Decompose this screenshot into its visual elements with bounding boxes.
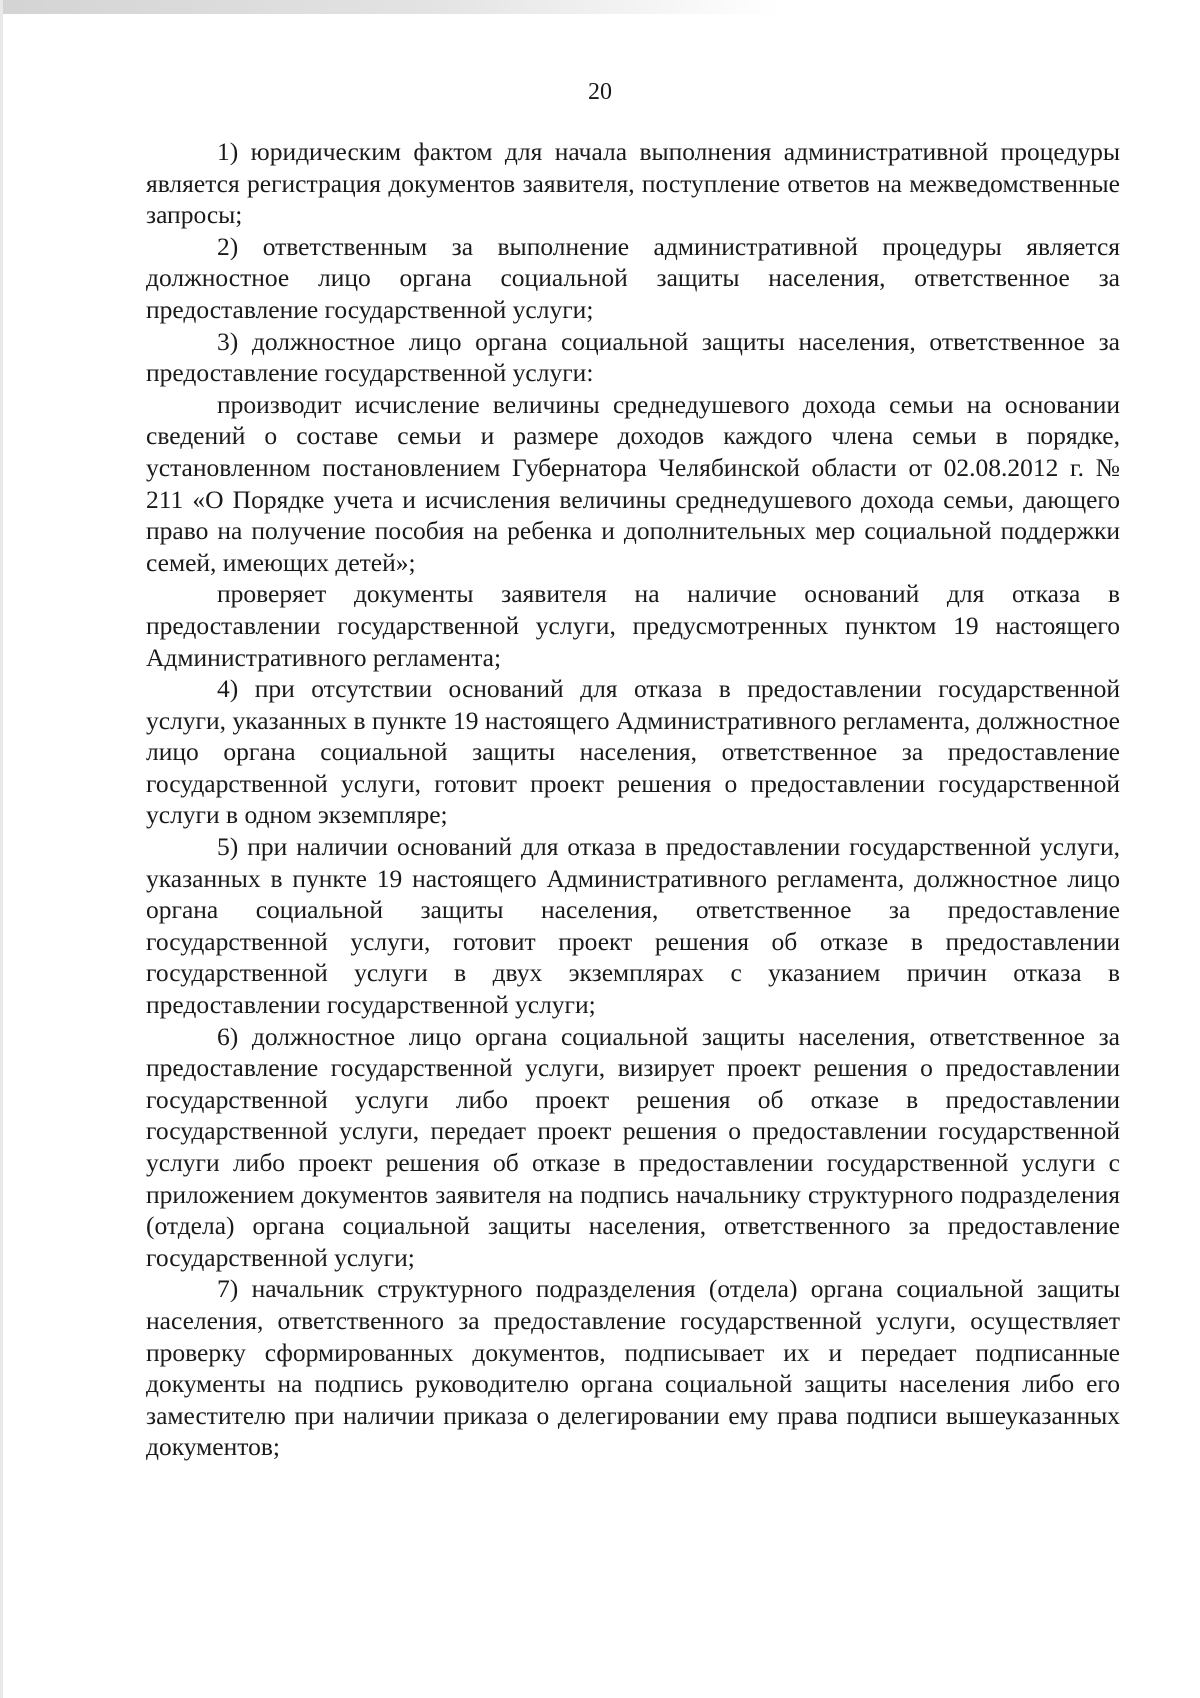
- document-body: [146, 136, 1120, 1463]
- paragraph-item-6: 6) должностное лицо органа социальной защиты населения, ответственное за предоставление государственной услуги, визирует проект решения о предоставлении государственной услуги либо проект решения об отказе в предоставлении государственной услуги, передает проект решения о предоставлении государственной услуги либо проект решения об отказе в предоставлении государственной услуги с приложением документов заявителя на подпись начальнику структурного подразделения (отдела) органа социальной защиты населения, ответственного за предоставление государственной услуги;: [146, 1021, 1120, 1272]
- paragraph-item-4: 4) при отсутствии оснований для отказа в предоставлении государственной услуги, указанных в пункте 19 настоящего Административного регламента, должностное лицо органа социальной защиты населения, ответственное за предоставление государственной услуги, готовит проект решения о предоставлении государственной услуги в одном экземпляре;: [146, 674, 1120, 830]
- paragraph-item-3: 3) должностное лицо органа социальной защиты населения, ответственное за предоставление государственной услуги:: [146, 326, 1120, 388]
- paragraph-item-2: 2) ответственным за выполнение административной процедуры является должностное лицо органа социальной защиты населения, ответственное за предоставление государственной услуги;: [146, 231, 1120, 324]
- paragraph-document-check: проверяет документы заявителя на наличие оснований для отказа в предоставлении государственной услуги, предусмотренных пунктом 19 настоящего Административного регламента;: [146, 579, 1120, 672]
- paragraph-income-calculation: производит исчисление величины среднедушевого дохода семьи на основании сведений о составе семьи и размере доходов каждого члена семьи в порядке, установленном постановлением Губернатора Челябинской области от 02.08.2012 г. № 211 «О Порядке учета и исчисления величины среднедушевого дохода семьи, дающего право на получение пособия на ребенка и дополнительных мер социальной поддержки семей, имеющих детей»;: [146, 389, 1120, 577]
- paragraph-item-1: 1) юридическим фактом для начала выполнения административной процедуры является регистрация документов заявителя, поступление ответов на межведомственные запросы;: [146, 137, 1120, 230]
- paragraph-item-5: 5) при наличии оснований для отказа в предоставлении государственной услуги, указанных в пункте 19 настоящего Административного регламента, должностное лицо органа социальной защиты населения, ответственное за предоставление государственной услуги, готовит проект решения об отказе в предоставлении государственной услуги в двух экземплярах с указанием причин отказа в предоставлении государственной услуги;: [146, 832, 1120, 1020]
- scan-shadow: [0, 0, 780, 14]
- page-edge: [0, 0, 3, 1698]
- page-number: 20: [588, 79, 612, 105]
- paragraph-item-7: 7) начальник структурного подразделения (отдела) органа социальной защиты населения, ответственного за предоставление государственной услуги, осуществляет проверку сформированных документов, подписывает их и передает подписанные документы на подпись руководителю органа социальной защиты населения либо его заместителю при наличии приказа о делегировании ему права подписи вышеуказанных документов;: [146, 1274, 1120, 1462]
